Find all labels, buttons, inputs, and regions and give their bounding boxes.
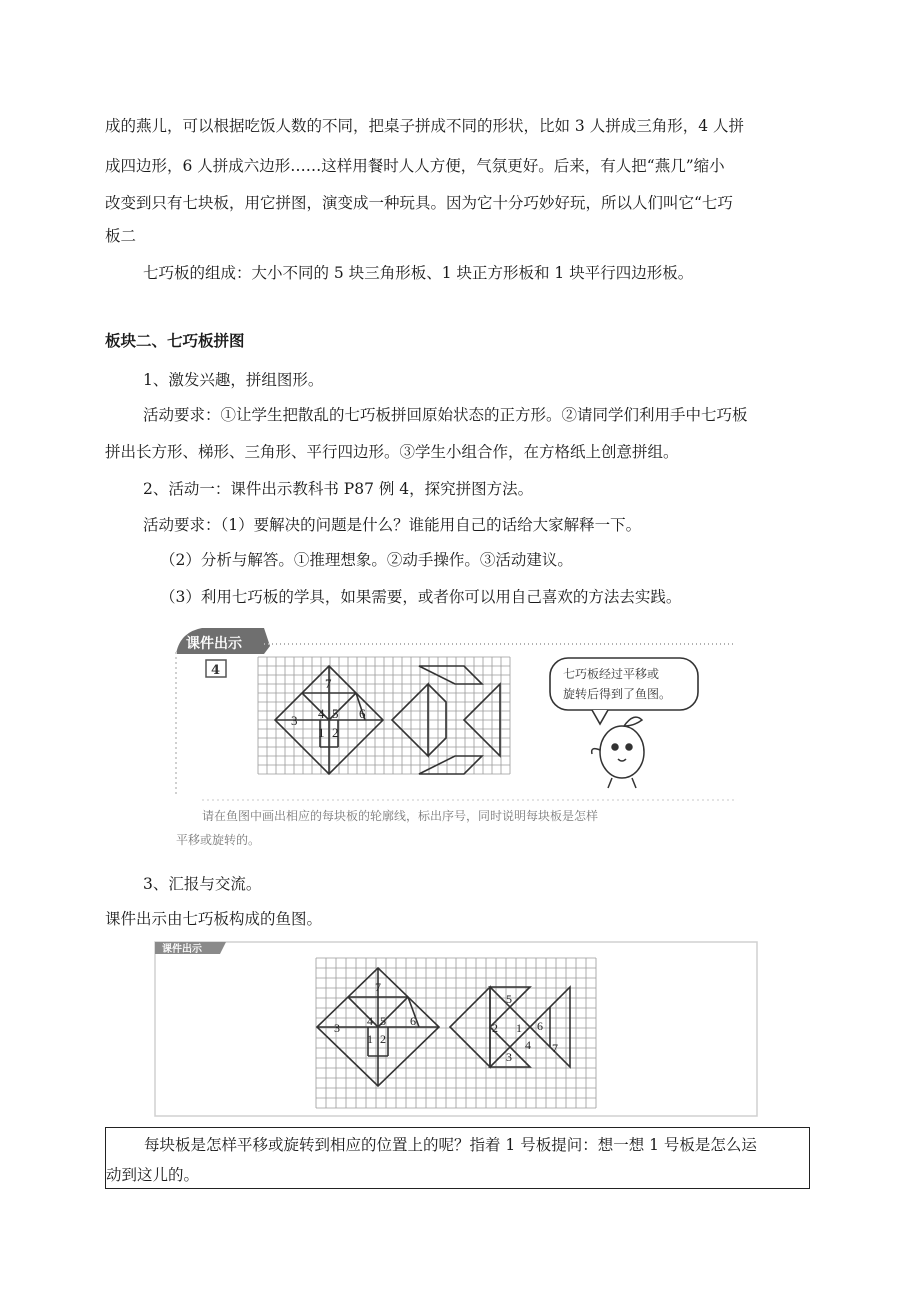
fish-label-6: 6 bbox=[537, 1019, 543, 1033]
label-6: 6 bbox=[359, 706, 366, 721]
label-1: 1 bbox=[318, 725, 325, 740]
label-6: 6 bbox=[410, 1014, 416, 1028]
requirement-2-line-2: （2）分析与解答。①推理想象。②动手操作。③活动建议。 bbox=[160, 551, 573, 569]
intro-line-2: 成四边形，6 人拼成六边形……这样用餐时人人方便，气氛更好。后来，有人把“燕几”缩小 bbox=[105, 157, 725, 175]
composition-text: 七巧板的组成：大小不同的 5 块三角形板、1 块正方形板和 1 块平行四边形板。 bbox=[143, 264, 694, 282]
label-4: 4 bbox=[318, 706, 325, 721]
banner-text: 课件出示 bbox=[162, 944, 202, 955]
speech-line-2: 旋转后得到了鱼图。 bbox=[563, 687, 672, 701]
fish-label-2: 2 bbox=[492, 1021, 498, 1035]
speech-bubble bbox=[550, 658, 698, 724]
fish-label-5: 5 bbox=[506, 992, 512, 1006]
label-7: 7 bbox=[375, 980, 381, 994]
label-4: 4 bbox=[367, 1014, 373, 1028]
label-1: 1 bbox=[367, 1032, 373, 1046]
intro-line-4: 板二 bbox=[105, 227, 137, 245]
caption-line-2: 平移或旋转的。 bbox=[176, 833, 261, 847]
item-3: 3、汇报与交流。 bbox=[143, 875, 262, 893]
requirement-2-line-1: 活动要求：（1）要解决的问题是什么？谁能用自己的话给大家解释一下。 bbox=[143, 516, 642, 534]
example-4-figure bbox=[172, 622, 738, 854]
mascot-icon bbox=[592, 717, 644, 788]
box-line-2: 动到这儿的。 bbox=[106, 1166, 200, 1184]
speech-line-1: 七巧板经过平移或 bbox=[563, 667, 660, 681]
requirement-2-line-3: （3）利用七巧板的学具，如果需要，或者你可以用自己喜欢的方法去实践。 bbox=[160, 588, 682, 606]
section-heading: 板块二、七巧板拼图 bbox=[105, 331, 245, 350]
fish-label-7: 7 bbox=[552, 1041, 558, 1055]
caption-line-1: 请在鱼图中画出相应的每块板的轮廓线，标出序号，同时说明每块板是怎样 bbox=[202, 809, 599, 823]
fish-label-1: 1 bbox=[516, 1021, 522, 1035]
intro-line-3: 改变到只有七块板，用它拼图，演变成一种玩具。因为它十分巧妙好玩，所以人们叫它“七巧 bbox=[105, 194, 733, 212]
box-line-1: 每块板是怎样平移或旋转到相应的位置上的呢？指着 1 号板提问：想一想 1 号板是怎么运 bbox=[144, 1136, 757, 1154]
banner bbox=[176, 628, 734, 654]
question-box bbox=[105, 1127, 810, 1189]
label-5: 5 bbox=[332, 706, 339, 721]
fish-label-3: 3 bbox=[506, 1050, 512, 1064]
label-5: 5 bbox=[380, 1014, 386, 1028]
item-1: 1、激发兴趣，拼组图形。 bbox=[143, 371, 324, 389]
label-2: 2 bbox=[332, 725, 339, 740]
label-3: 3 bbox=[334, 1021, 340, 1035]
requirement-1-line-2: 拼出长方形、梯形、三角形、平行四边形。③学生小组合作，在方格纸上创意拼组。 bbox=[105, 443, 679, 461]
fish-label-4: 4 bbox=[525, 1038, 531, 1052]
requirement-1-line-1: 活动要求：①让学生把散乱的七巧板拼回原始状态的正方形。②请同学们利用手中七巧板 bbox=[143, 406, 748, 424]
item-2: 2、活动一：课件出示教科书 P87 例 4，探究拼图方法。 bbox=[143, 480, 534, 498]
example-number: 4 bbox=[211, 663, 221, 678]
fish-figure bbox=[154, 940, 760, 1118]
courseware-fish-text: 课件出示由七巧板构成的鱼图。 bbox=[105, 910, 323, 928]
label-3: 3 bbox=[291, 713, 298, 728]
label-2: 2 bbox=[380, 1032, 386, 1046]
intro-line-1: 成的燕儿，可以根据吃饭人数的不同，把桌子拼成不同的形状，比如 3 人拼成三角形，4 人拼 bbox=[105, 117, 745, 135]
banner-text: 课件出示 bbox=[186, 636, 242, 652]
label-7: 7 bbox=[325, 676, 332, 691]
